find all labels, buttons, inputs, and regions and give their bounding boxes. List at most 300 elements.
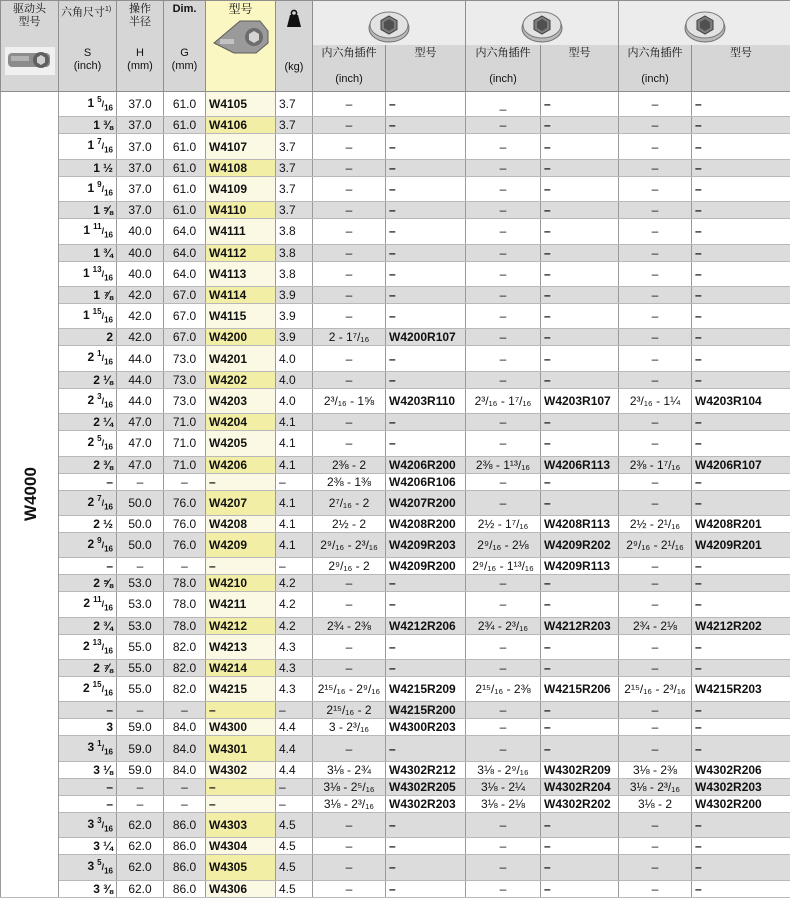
- insert-model-2-cell: –: [541, 812, 619, 837]
- insert-1-cell: 2³/₁₆ - 1⅝: [313, 388, 386, 413]
- insert-model-1-cell: W4215R209: [386, 677, 466, 702]
- hex-size-fraction: ⅞: [103, 288, 113, 302]
- hex-size-cell: [59, 159, 117, 176]
- handle-radius-cell: –: [117, 702, 164, 719]
- hex-size-denominator: 16: [104, 604, 113, 613]
- handle-radius-cell: 62.0: [117, 838, 164, 855]
- model-cell: W4306: [206, 880, 276, 897]
- hex-size-denominator: 16: [104, 315, 113, 324]
- hex-socket-insert-icon: [366, 9, 412, 43]
- hex-size-numerator: 5: [97, 95, 101, 104]
- model-cell: –: [206, 702, 276, 719]
- drive-model-label: W4000: [23, 467, 39, 521]
- insert-model-1-cell: –: [386, 592, 466, 617]
- table-row: [1, 575, 790, 592]
- insert-3-cell: –: [619, 736, 692, 761]
- insert-model-2-cell: –: [541, 303, 619, 328]
- hex-size-cell: [59, 736, 117, 761]
- insert-1-cell: 2⁷/₁₆ - 2: [313, 490, 386, 515]
- insert-2-cell: –: [466, 660, 541, 677]
- insert-model-3-cell: W4209R201: [692, 532, 790, 557]
- table-row: [1, 346, 790, 371]
- hex-size-whole: 2: [93, 415, 100, 429]
- hex-size-cell: [59, 414, 117, 431]
- hex-size-fraction: ¼: [103, 415, 113, 429]
- hex-size-denominator: 16: [104, 146, 113, 155]
- insert-1-cell: –: [313, 812, 386, 837]
- hex-size-denominator: 16: [104, 748, 113, 757]
- dim-g-cell: 86.0: [164, 812, 206, 837]
- hex-size-whole: 1: [93, 203, 100, 217]
- weight-cell: 4.4: [276, 761, 313, 778]
- weight-cell: 4.0: [276, 346, 313, 371]
- handle-radius-cell: 53.0: [117, 575, 164, 592]
- insert-1-cell: 2¹⁵/₁₆ - 2⁹/₁₆: [313, 677, 386, 702]
- header-insert-model-1: [386, 45, 466, 92]
- model-cell: W4110: [206, 202, 276, 219]
- handle-radius-cell: –: [117, 795, 164, 812]
- table-body: [1, 92, 790, 898]
- insert-1-cell: 2⁹/₁₆ - 2: [313, 558, 386, 575]
- insert-model-1-cell: W4300R203: [386, 719, 466, 736]
- dim-g-cell: –: [164, 558, 206, 575]
- hex-size-whole: 2: [83, 596, 90, 610]
- handle-radius-cell: 44.0: [117, 346, 164, 371]
- hex-size-slash: /: [102, 540, 105, 550]
- insert-1-cell: –: [313, 219, 386, 244]
- hex-size-cell: [59, 261, 117, 286]
- dim-g-cell: 86.0: [164, 880, 206, 897]
- hex-size-cell: [59, 677, 117, 702]
- insert-1-cell: 2 - 1⁷/₁₆: [313, 329, 386, 346]
- model-cell: W4302: [206, 761, 276, 778]
- hex-size-slash: /: [102, 311, 105, 321]
- table-row: [1, 515, 790, 532]
- insert-model-1-cell: –: [386, 880, 466, 897]
- header-insert-model-1-label: 型号: [415, 47, 437, 59]
- hex-size-numerator: 3: [97, 392, 101, 401]
- insert-2-cell: 2⅜ - 1¹³/₁₆: [466, 456, 541, 473]
- hex-size-cell: [59, 532, 117, 557]
- insert-model-3-cell: W4203R104: [692, 388, 790, 413]
- hex-size-slash: /: [102, 743, 105, 753]
- insert-3-cell: –: [619, 490, 692, 515]
- insert-3-cell: –: [619, 719, 692, 736]
- insert-model-2-cell: –: [541, 202, 619, 219]
- insert-1-cell: 2½ - 2: [313, 515, 386, 532]
- insert-model-3-cell: –: [692, 159, 790, 176]
- insert-2-cell: –: [466, 880, 541, 897]
- model-cell: W4203: [206, 388, 276, 413]
- handle-radius-cell: 62.0: [117, 855, 164, 880]
- insert-3-cell: 2⅜ - 1⁷/₁₆: [619, 456, 692, 473]
- hex-size-denominator: 16: [104, 400, 113, 409]
- insert-model-2-cell: W4215R206: [541, 677, 619, 702]
- dim-g-cell: 84.0: [164, 719, 206, 736]
- model-cell: W4214: [206, 660, 276, 677]
- header-drive-image-cell: [1, 45, 59, 92]
- hex-size-whole: 3: [93, 763, 100, 777]
- hex-size-whole: –: [106, 797, 113, 811]
- insert-1-cell: 3 - 2³/₁₆: [313, 719, 386, 736]
- weight-cell: 4.1: [276, 532, 313, 557]
- model-cell: W4215: [206, 677, 276, 702]
- insert-model-3-cell: –: [692, 329, 790, 346]
- hex-size-slash: /: [102, 684, 105, 694]
- table-row: [1, 414, 790, 431]
- insert-model-2-cell: –: [541, 473, 619, 490]
- hex-size-whole: 2: [83, 681, 90, 695]
- model-cell: –: [206, 795, 276, 812]
- hex-size-whole: 2: [106, 330, 113, 344]
- table-row: [1, 431, 790, 456]
- table-row: [1, 880, 790, 897]
- insert-1-cell: –: [313, 371, 386, 388]
- hex-size-slash: /: [102, 99, 105, 109]
- handle-radius-cell: 50.0: [117, 490, 164, 515]
- insert-2-cell: –: [466, 219, 541, 244]
- dim-g-cell: 78.0: [164, 575, 206, 592]
- header-insert-model-2-label: 型号: [569, 47, 591, 59]
- insert-model-2-cell: –: [541, 719, 619, 736]
- insert-1-cell: –: [313, 176, 386, 201]
- insert-1-cell: 2¹⁵/₁₆ - 2: [313, 702, 386, 719]
- hex-size-whole: 3: [106, 720, 113, 734]
- model-cell: W4115: [206, 303, 276, 328]
- insert-2-cell: –: [466, 838, 541, 855]
- insert-2-cell: –: [466, 134, 541, 159]
- model-cell: W4300: [206, 719, 276, 736]
- header-unit-kg: [276, 45, 313, 92]
- hex-size-cell: [59, 719, 117, 736]
- hex-size-numerator: 1: [97, 349, 101, 358]
- table-row: [1, 286, 790, 303]
- weight-cell: 4.5: [276, 880, 313, 897]
- insert-1-cell: 2⅜ - 2: [313, 456, 386, 473]
- model-cell: W4106: [206, 117, 276, 134]
- table-row: [1, 202, 790, 219]
- insert-model-3-cell: –: [692, 219, 790, 244]
- dim-g-cell: 76.0: [164, 515, 206, 532]
- insert-1-cell: –: [313, 660, 386, 677]
- hex-size-numerator: 5: [97, 434, 101, 443]
- table-row: [1, 855, 790, 880]
- hex-size-slash: /: [102, 862, 105, 872]
- insert-model-2-cell: –: [541, 575, 619, 592]
- dim-g-cell: 61.0: [164, 134, 206, 159]
- insert-3-cell: –: [619, 812, 692, 837]
- hex-size-numerator: 15: [93, 680, 102, 689]
- insert-model-1-cell: W4200R107: [386, 329, 466, 346]
- insert-model-1-cell: –: [386, 92, 466, 117]
- hex-size-whole: 1: [93, 118, 100, 132]
- weight-cell: 3.7: [276, 159, 313, 176]
- hex-size-whole: –: [106, 780, 113, 794]
- handle-radius-cell: 42.0: [117, 303, 164, 328]
- insert-2-cell: –: [466, 634, 541, 659]
- handle-radius-cell: –: [117, 778, 164, 795]
- hex-size-cell: [59, 617, 117, 634]
- hex-size-denominator: 16: [104, 273, 113, 282]
- insert-model-2-cell: –: [541, 371, 619, 388]
- insert-2-cell: –: [466, 490, 541, 515]
- header-unit-g: [164, 45, 206, 92]
- handle-radius-cell: 37.0: [117, 117, 164, 134]
- hex-size-whole: 2: [93, 576, 100, 590]
- dim-g-cell: 67.0: [164, 303, 206, 328]
- weight-cell: –: [276, 778, 313, 795]
- hex-size-cell: [59, 286, 117, 303]
- insert-1-cell: 3⅛ - 2¾: [313, 761, 386, 778]
- insert-model-2-cell: –: [541, 244, 619, 261]
- dim-g-cell: 73.0: [164, 346, 206, 371]
- hex-size-whole: 1: [93, 161, 100, 175]
- insert-1-cell: 3⅛ - 2⁵/₁₆: [313, 778, 386, 795]
- insert-model-3-cell: W4302R200: [692, 795, 790, 812]
- handle-radius-cell: –: [117, 473, 164, 490]
- hex-size-fraction: ⅝: [103, 576, 113, 590]
- insert-model-1-cell: –: [386, 736, 466, 761]
- dim-g-cell: 84.0: [164, 761, 206, 778]
- insert-2-cell: –: [466, 592, 541, 617]
- insert-model-2-cell: –: [541, 286, 619, 303]
- hex-size-slash: /: [102, 226, 105, 236]
- hex-size-numerator: 13: [93, 265, 102, 274]
- hex-size-cell: [59, 592, 117, 617]
- header-hex-size: [59, 1, 117, 46]
- header-unit-h: [117, 45, 164, 92]
- insert-model-3-cell: –: [692, 202, 790, 219]
- weight-cell: –: [276, 702, 313, 719]
- hex-size-numerator: 11: [93, 595, 101, 604]
- insert-model-1-cell: W4206R200: [386, 456, 466, 473]
- hex-size-denominator: 16: [104, 544, 113, 553]
- insert-model-2-cell: W4209R113: [541, 558, 619, 575]
- header-dim: [164, 1, 206, 46]
- insert-3-cell: 3⅛ - 2: [619, 795, 692, 812]
- insert-model-3-cell: –: [692, 812, 790, 837]
- insert-model-3-cell: W4302R203: [692, 778, 790, 795]
- hex-size-whole: 2: [93, 458, 100, 472]
- dim-g-cell: –: [164, 778, 206, 795]
- insert-model-3-cell: –: [692, 558, 790, 575]
- hex-size-numerator: 13: [93, 638, 102, 647]
- insert-2-cell: –: [466, 159, 541, 176]
- weight-cell: 4.5: [276, 838, 313, 855]
- insert-2-cell: 3⅛ - 2⁹/₁₆: [466, 761, 541, 778]
- hex-size-fraction: ⅜: [103, 118, 113, 132]
- model-cell: W4212: [206, 617, 276, 634]
- insert-model-1-cell: –: [386, 855, 466, 880]
- hex-size-cell: [59, 558, 117, 575]
- dim-g-cell: 61.0: [164, 159, 206, 176]
- insert-3-cell: –: [619, 261, 692, 286]
- insert-1-cell: –: [313, 880, 386, 897]
- insert-model-1-cell: –: [386, 219, 466, 244]
- model-cell: W4105: [206, 92, 276, 117]
- weight-cell: 3.9: [276, 329, 313, 346]
- header-insert-2-label: 内六角插件: [476, 47, 531, 59]
- insert-2-cell: _: [466, 92, 541, 117]
- header-insert-3: [619, 45, 692, 92]
- table-row: [1, 761, 790, 778]
- handle-radius-cell: 53.0: [117, 617, 164, 634]
- weight-cell: 4.0: [276, 388, 313, 413]
- model-cell: W4107: [206, 134, 276, 159]
- handle-radius-cell: 40.0: [117, 244, 164, 261]
- hex-size-whole: 3: [87, 859, 94, 873]
- insert-model-1-cell: –: [386, 176, 466, 201]
- insert-2-cell: –: [466, 431, 541, 456]
- header-unit-s: [59, 45, 117, 92]
- insert-model-1-cell: W4209R200: [386, 558, 466, 575]
- insert-3-cell: 2½ - 2¹/₁₆: [619, 515, 692, 532]
- insert-3-cell: –: [619, 244, 692, 261]
- insert-3-cell: –: [619, 303, 692, 328]
- hex-socket-insert-icon: [519, 9, 565, 43]
- weight-cell: 3.7: [276, 202, 313, 219]
- insert-2-cell: –: [466, 702, 541, 719]
- hex-size-cell: [59, 634, 117, 659]
- table-row: [1, 219, 790, 244]
- header-insert-2-unit: (inch): [489, 73, 517, 85]
- insert-2-cell: 2³/₁₆ - 1⁷/₁₆: [466, 388, 541, 413]
- insert-2-cell: –: [466, 855, 541, 880]
- insert-3-cell: –: [619, 219, 692, 244]
- insert-model-3-cell: –: [692, 490, 790, 515]
- table-row: [1, 456, 790, 473]
- insert-model-3-cell: –: [692, 880, 790, 897]
- header-socket-image-1: [313, 1, 466, 46]
- insert-model-1-cell: –: [386, 159, 466, 176]
- dim-g-cell: –: [164, 795, 206, 812]
- table-row: [1, 329, 790, 346]
- hex-size-denominator: 16: [104, 867, 113, 876]
- hex-size-whole: 2: [93, 373, 100, 387]
- hex-size-cell: [59, 431, 117, 456]
- insert-1-cell: –: [313, 736, 386, 761]
- weight-cell: 4.1: [276, 431, 313, 456]
- dim-g-cell: 71.0: [164, 456, 206, 473]
- insert-model-1-cell: –: [386, 117, 466, 134]
- insert-3-cell: –: [619, 92, 692, 117]
- insert-3-cell: –: [619, 117, 692, 134]
- header-insert-model-2: [541, 45, 619, 92]
- insert-model-1-cell: –: [386, 202, 466, 219]
- insert-3-cell: 3⅛ - 2⅜: [619, 761, 692, 778]
- hex-size-fraction: ½: [103, 517, 113, 531]
- insert-model-1-cell: –: [386, 431, 466, 456]
- weight-cell: 3.7: [276, 117, 313, 134]
- insert-2-cell: –: [466, 346, 541, 371]
- hex-size-whole: 1: [93, 288, 100, 302]
- insert-model-1-cell: –: [386, 134, 466, 159]
- hex-size-slash: /: [102, 438, 105, 448]
- insert-model-1-cell: W4302R205: [386, 778, 466, 795]
- insert-2-cell: –: [466, 575, 541, 592]
- header-unit-kg-label: (kg): [278, 61, 310, 74]
- insert-model-3-cell: –: [692, 702, 790, 719]
- insert-3-cell: 2⁹/₁₆ - 2¹/₁₆: [619, 532, 692, 557]
- insert-model-2-cell: –: [541, 634, 619, 659]
- handle-radius-cell: 37.0: [117, 134, 164, 159]
- insert-model-2-cell: –: [541, 176, 619, 201]
- hex-size-slash: /: [102, 269, 105, 279]
- table-row: [1, 261, 790, 286]
- insert-model-3-cell: –: [692, 855, 790, 880]
- hex-size-whole: 2: [87, 495, 94, 509]
- dim-g-cell: 73.0: [164, 388, 206, 413]
- header-socket-image-2: [466, 1, 619, 46]
- insert-model-1-cell: –: [386, 838, 466, 855]
- header-hex-size-label: 六角尺寸: [61, 7, 105, 19]
- dim-g-cell: 67.0: [164, 286, 206, 303]
- insert-model-1-cell: W4302R203: [386, 795, 466, 812]
- hex-size-whole: 3: [93, 882, 100, 896]
- model-cell: –: [206, 473, 276, 490]
- hex-size-denominator: 16: [104, 188, 113, 197]
- model-cell: W4200: [206, 329, 276, 346]
- insert-model-2-cell: –: [541, 414, 619, 431]
- hex-size-cell: [59, 176, 117, 201]
- insert-model-3-cell: –: [692, 634, 790, 659]
- insert-1-cell: –: [313, 261, 386, 286]
- hex-size-fraction: ⅛: [103, 373, 113, 387]
- insert-3-cell: –: [619, 634, 692, 659]
- dim-g-cell: 78.0: [164, 617, 206, 634]
- hex-size-numerator: 9: [97, 536, 101, 545]
- weight-cell: 4.3: [276, 660, 313, 677]
- wrench-head-image: [210, 13, 272, 57]
- insert-3-cell: –: [619, 702, 692, 719]
- insert-2-cell: –: [466, 473, 541, 490]
- insert-3-cell: –: [619, 880, 692, 897]
- insert-2-cell: –: [466, 303, 541, 328]
- hex-size-whole: 1: [87, 96, 94, 110]
- handle-radius-cell: 50.0: [117, 515, 164, 532]
- insert-model-1-cell: –: [386, 634, 466, 659]
- insert-model-2-cell: –: [541, 261, 619, 286]
- insert-model-1-cell: –: [386, 371, 466, 388]
- hex-size-numerator: 1: [97, 739, 101, 748]
- insert-model-2-cell: –: [541, 880, 619, 897]
- hex-size-whole: 3: [93, 839, 100, 853]
- insert-model-1-cell: W4206R106: [386, 473, 466, 490]
- handle-radius-cell: 37.0: [117, 159, 164, 176]
- insert-model-3-cell: –: [692, 660, 790, 677]
- insert-model-2-cell: –: [541, 592, 619, 617]
- weight-icon: [282, 9, 306, 29]
- header-weight-icon-cell: [276, 1, 313, 46]
- hex-size-whole: 1: [83, 223, 90, 237]
- table-row: [1, 677, 790, 702]
- hex-size-fraction: ¾: [103, 246, 113, 260]
- insert-model-1-cell: –: [386, 303, 466, 328]
- insert-model-3-cell: W4208R201: [692, 515, 790, 532]
- insert-1-cell: –: [313, 202, 386, 219]
- dim-g-cell: 61.0: [164, 202, 206, 219]
- table-row: [1, 719, 790, 736]
- insert-3-cell: –: [619, 855, 692, 880]
- hex-size-numerator: 15: [93, 307, 102, 316]
- header-unit-g-label: G (mm): [172, 47, 198, 72]
- model-cell: W4305: [206, 855, 276, 880]
- insert-model-3-cell: W4206R107: [692, 456, 790, 473]
- hex-size-fraction: ⅛: [103, 763, 113, 777]
- insert-2-cell: –: [466, 329, 541, 346]
- model-cell: W4112: [206, 244, 276, 261]
- weight-cell: –: [276, 795, 313, 812]
